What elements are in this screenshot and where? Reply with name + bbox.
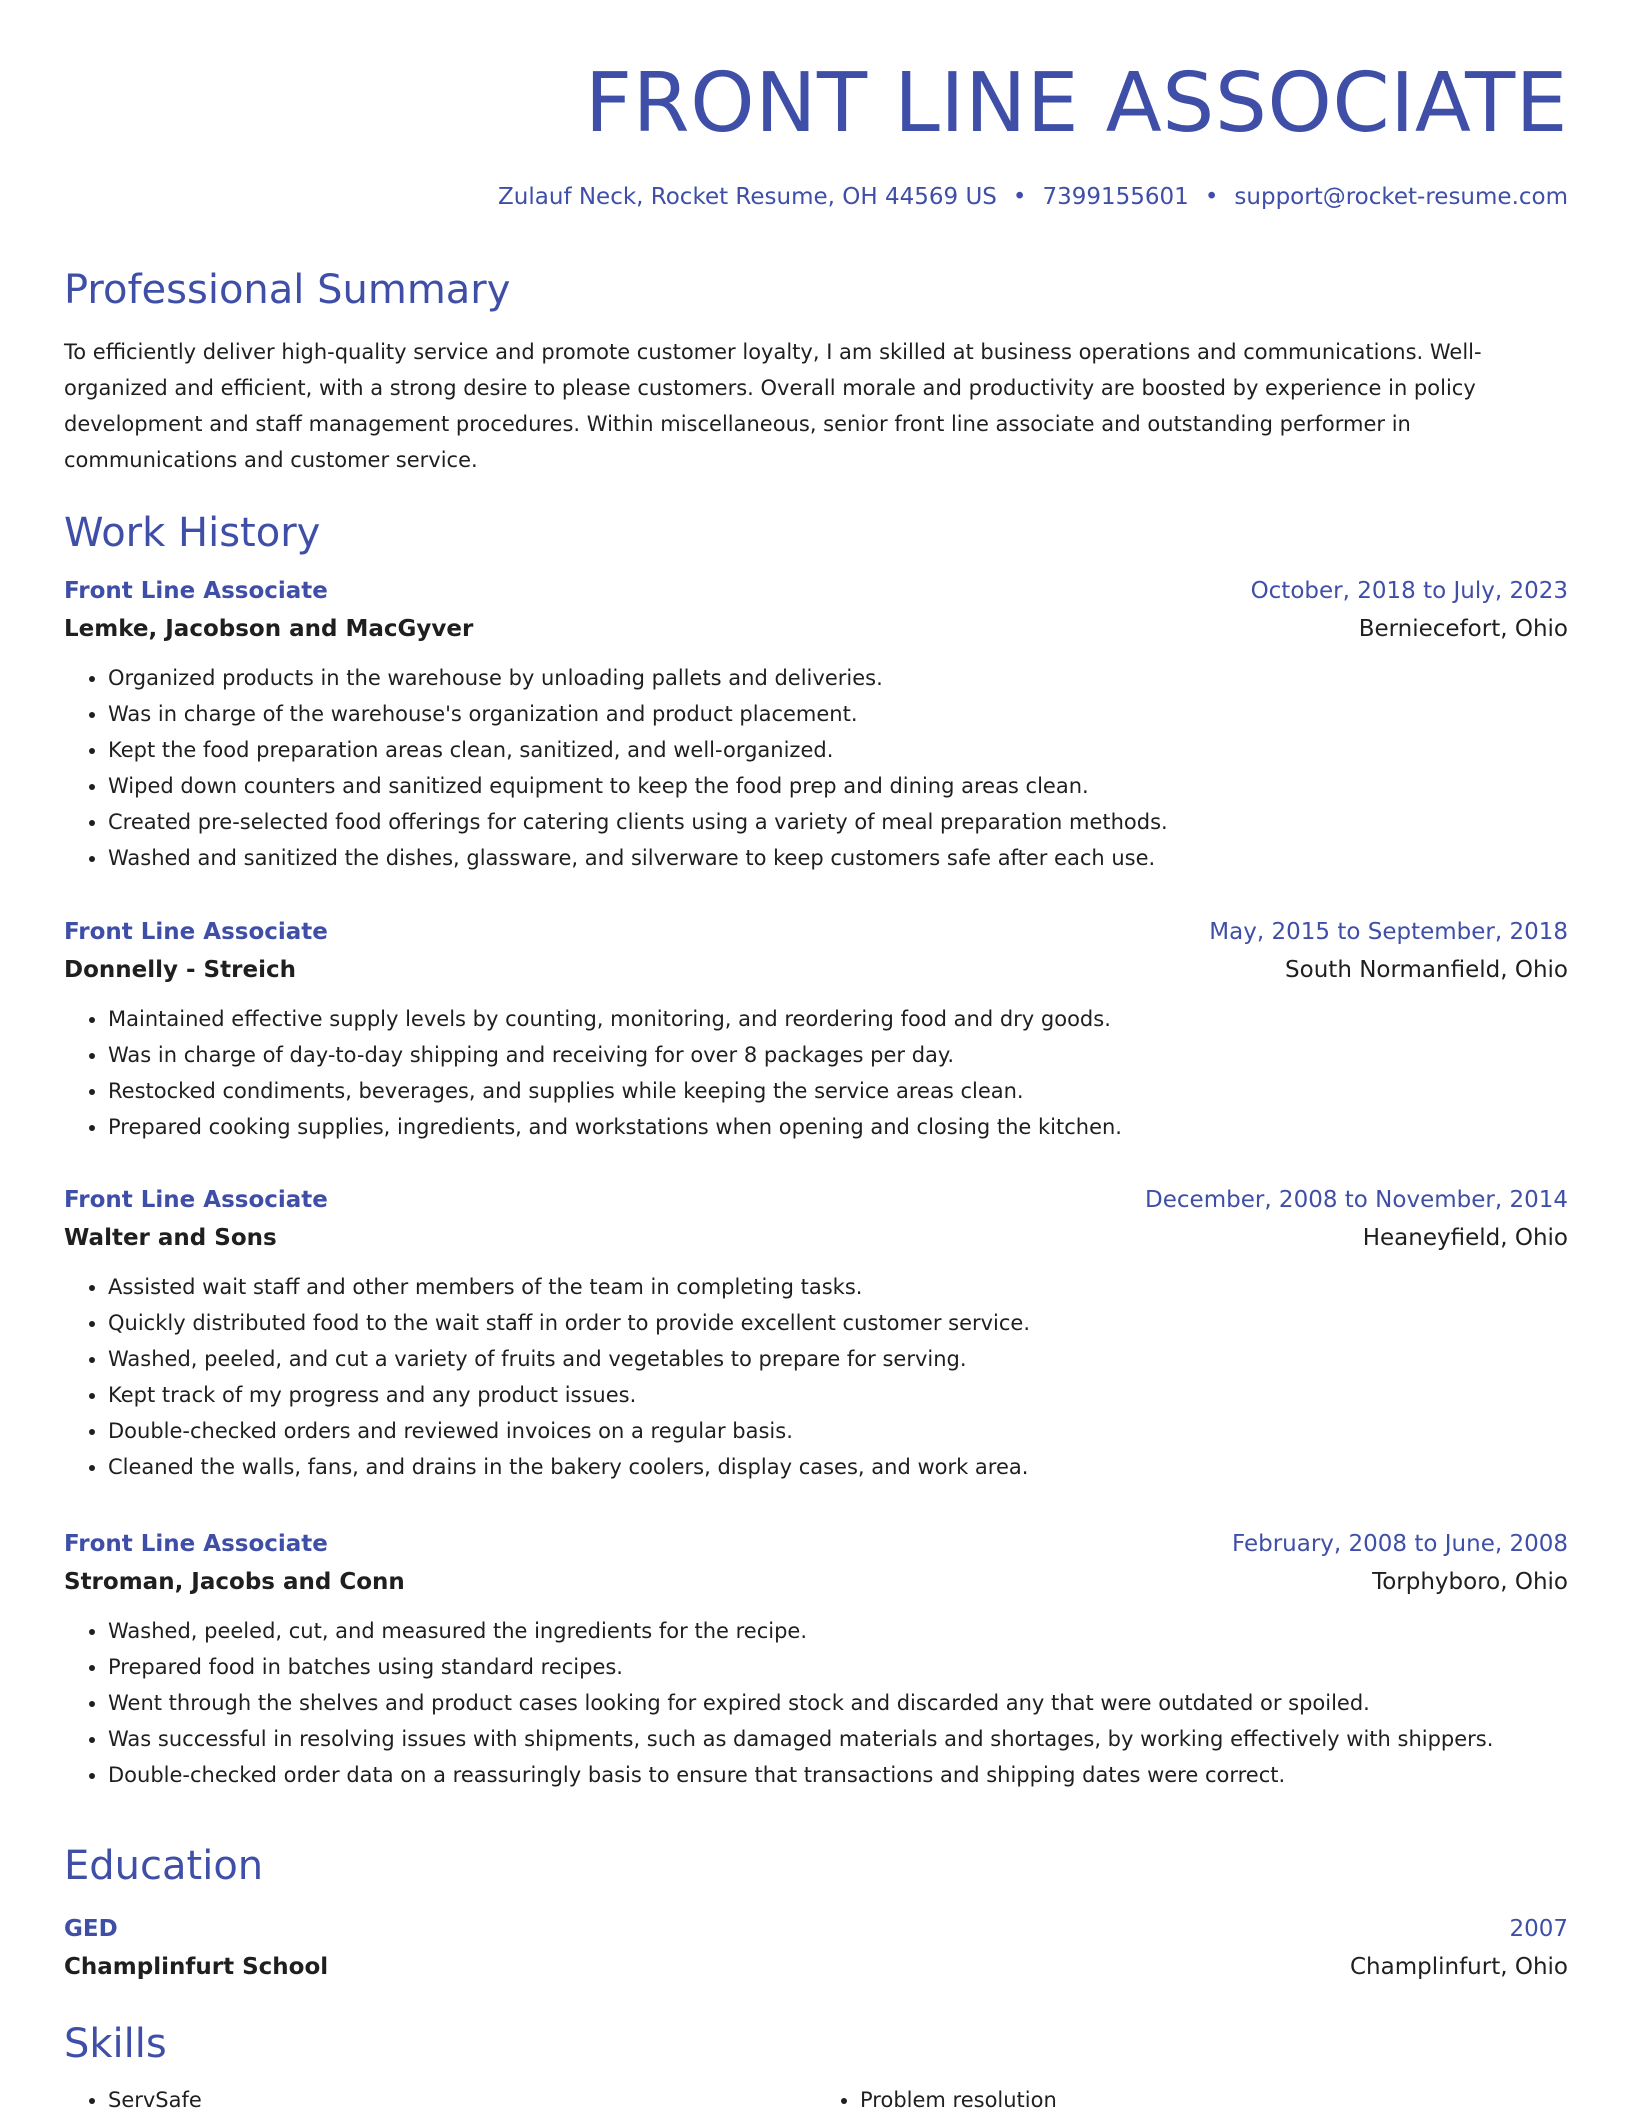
job-location: South Normanfield, Ohio: [1285, 957, 1568, 983]
education-header-row: [64, 1910, 1568, 1948]
job-position: Front Line Associate: [64, 919, 328, 945]
job-bullet-list: [64, 1269, 1568, 1485]
job-header-row: [64, 572, 1568, 610]
resume-title: FRONT LINE ASSOCIATE: [584, 56, 1568, 151]
job-bullet: • Assisted wait staff and other members of the team in completing tasks.: [108, 1269, 1568, 1305]
job-location: Berniecefort, Ohio: [1358, 616, 1568, 642]
job-bullet-list: [64, 1001, 1568, 1145]
education-degree: GED: [64, 1916, 118, 1942]
job-employer: Lemke, Jacobson and MacGyver: [64, 616, 474, 642]
job-header-row: [64, 913, 1568, 951]
education-location: Champlinfurt, Ohio: [1349, 1954, 1568, 1980]
job-bullet-list: [64, 660, 1568, 876]
job-employer: Stroman, Jacobs and Conn: [64, 1569, 405, 1595]
job-dates: December, 2008 to November, 2014: [1145, 1187, 1568, 1213]
job-bullet: • Kept track of my progress and any product issues.: [108, 1377, 1568, 1413]
job-entry: [64, 572, 1568, 876]
skill-item: • Problem resolution: [860, 2082, 1568, 2118]
job-bullet: • Was in charge of day-to-day shipping and receiving for over 8 packages per day.: [108, 1037, 1568, 1073]
job-bullet: • Double-checked order data on a reassuringly basis to ensure that transactions and shipping dates were correct.: [108, 1757, 1568, 1793]
job-dates: May, 2015 to September, 2018: [1209, 919, 1568, 945]
job-entry: [64, 1525, 1568, 1793]
job-position: Front Line Associate: [64, 1187, 328, 1213]
education-school-row: [64, 1948, 1568, 1986]
job-bullet: • Washed and sanitized the dishes, glassware, and silverware to keep customers safe after each use.: [108, 840, 1568, 876]
job-bullet: • Was in charge of the warehouse's organization and product placement.: [108, 696, 1568, 732]
job-bullet: • Restocked condiments, beverages, and supplies while keeping the service areas clean.: [108, 1073, 1568, 1109]
job-entry: [64, 913, 1568, 1145]
job-bullet: • Created pre-selected food offerings for catering clients using a variety of meal preparation methods.: [108, 804, 1568, 840]
summary-section-title: Professional Summary: [64, 267, 511, 313]
skills-list: [64, 2082, 1568, 2118]
resume-page: [64, 0, 1568, 2112]
job-bullet: • Kept the food preparation areas clean, sanitized, and well-organized.: [108, 732, 1568, 768]
contact-line: [64, 182, 1568, 212]
education-section-title: Education: [64, 1843, 264, 1889]
job-bullet: • Washed, peeled, cut, and measured the ingredients for the recipe.: [108, 1613, 1568, 1649]
job-entry: [64, 1181, 1568, 1485]
skills-column-left: [64, 2082, 816, 2118]
job-bullet: • Quickly distributed food to the wait staff in order to provide excellent customer service.: [108, 1305, 1568, 1341]
job-employer: Walter and Sons: [64, 1225, 277, 1251]
contact-phone: 7399155601: [1042, 184, 1189, 210]
job-employer-row: [64, 1219, 1568, 1257]
job-dates: February, 2008 to June, 2008: [1231, 1531, 1568, 1557]
work-history-section-title: Work History: [64, 510, 321, 556]
contact-separator: •: [1012, 184, 1027, 210]
job-employer-row: [64, 610, 1568, 648]
job-employer: Donnelly - Streich: [64, 957, 296, 983]
contact-address: Zulauf Neck, Rocket Resume, OH 44569 US: [498, 184, 997, 210]
skill-item: • ServSafe: [108, 2082, 816, 2118]
summary-text: To efficiently deliver high-quality service and promote customer loyalty, I am skilled at business operations and communications. Well-organized and efficient, with a strong desire to please customers. Overall morale and productivity are boosted by experience in policy development and staff management procedures. Within miscellaneous, senior front line associate and outstanding performer in communications and customer service.: [64, 340, 1482, 472]
job-bullet: • Cleaned the walls, fans, and drains in the bakery coolers, display cases, and work area.: [108, 1449, 1568, 1485]
job-bullet: • Wiped down counters and sanitized equipment to keep the food prep and dining areas clean.: [108, 768, 1568, 804]
job-bullet: • Prepared cooking supplies, ingredients, and workstations when opening and closing the kitchen.: [108, 1109, 1568, 1145]
job-bullet-list: [64, 1613, 1568, 1793]
contact-email: support@rocket-resume.com: [1234, 184, 1568, 210]
job-header-row: [64, 1525, 1568, 1563]
job-location: Heaneyfield, Ohio: [1362, 1225, 1568, 1251]
job-position: Front Line Associate: [64, 1531, 328, 1557]
job-bullet: • Prepared food in batches using standard recipes.: [108, 1649, 1568, 1685]
job-location: Torphyboro, Ohio: [1372, 1569, 1568, 1595]
education-school: Champlinfurt School: [64, 1954, 329, 1980]
job-position: Front Line Associate: [64, 578, 328, 604]
job-bullet: • Double-checked orders and reviewed invoices on a regular basis.: [108, 1413, 1568, 1449]
job-bullet: • Went through the shelves and product cases looking for expired stock and discarded any that were outdated or spoiled.: [108, 1685, 1568, 1721]
job-employer-row: [64, 1563, 1568, 1601]
education-entry: [64, 1910, 1568, 1986]
job-bullet: • Was successful in resolving issues with shipments, such as damaged materials and shortages, by working effectively with shippers.: [108, 1721, 1568, 1757]
job-bullet: • Maintained effective supply levels by counting, monitoring, and reordering food and dry goods.: [108, 1001, 1568, 1037]
job-bullet: • Organized products in the warehouse by unloading pallets and deliveries.: [108, 660, 1568, 696]
job-bullet: • Washed, peeled, and cut a variety of fruits and vegetables to prepare for serving.: [108, 1341, 1568, 1377]
job-employer-row: [64, 951, 1568, 989]
job-header-row: [64, 1181, 1568, 1219]
skills-section-title: Skills: [64, 2021, 167, 2067]
contact-separator: •: [1204, 184, 1219, 210]
resume-header: [64, 0, 1568, 212]
job-dates: October, 2018 to July, 2023: [1250, 578, 1568, 604]
skills-column-right: [816, 2082, 1568, 2118]
education-year: 2007: [1509, 1916, 1568, 1942]
